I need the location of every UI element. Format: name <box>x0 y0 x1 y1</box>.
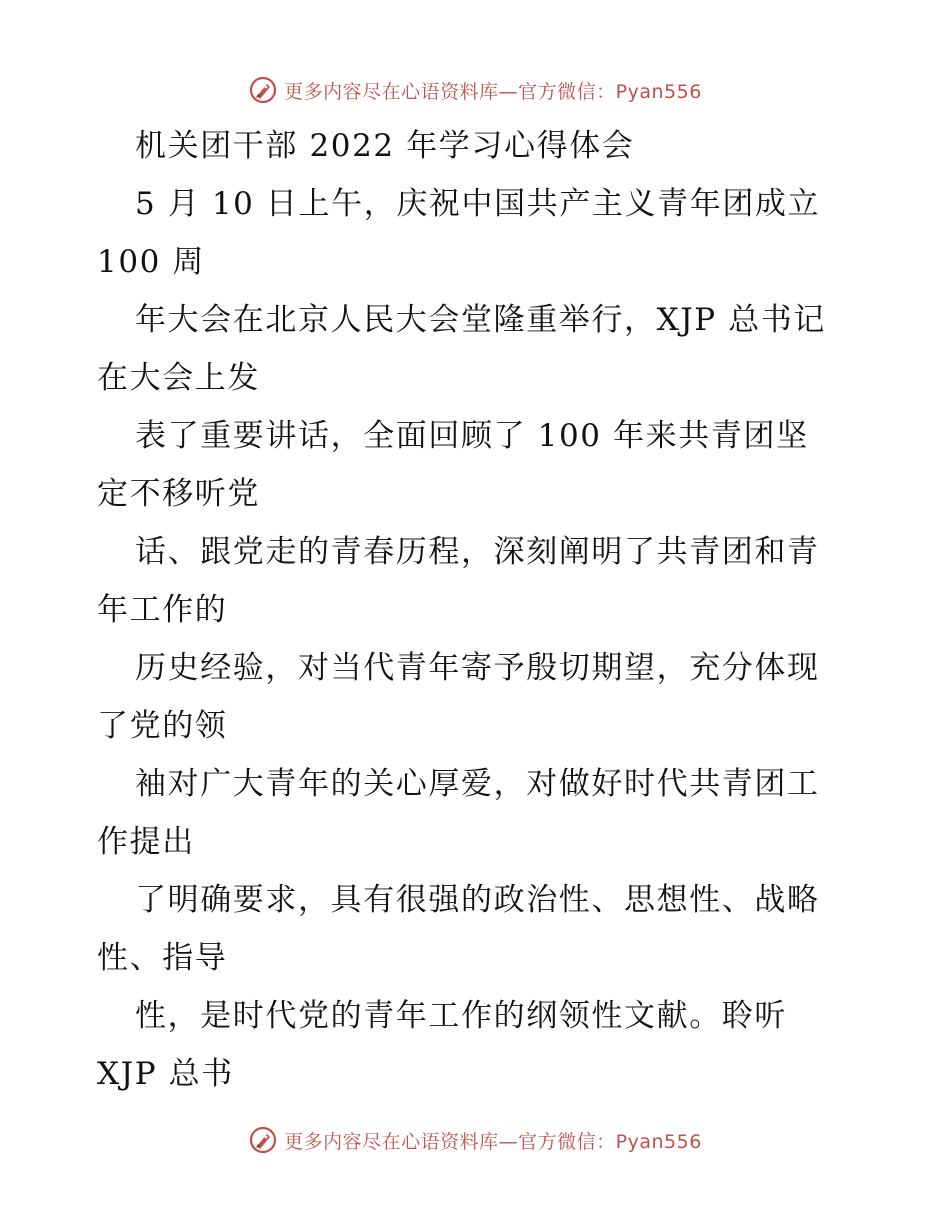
watermark-text: 更多内容尽在心语资料库—官方微信：Pyan556 <box>284 80 702 103</box>
paragraph-line: 100 周 <box>97 244 206 280</box>
paragraph-line: 定不移听党 <box>97 476 260 512</box>
paragraph-line: 在大会上发 <box>97 360 260 396</box>
header-watermark <box>248 75 702 105</box>
paragraph-line: 年工作的 <box>97 592 228 628</box>
paragraph-line: 历史经验，对当代青年寄予殷切期望，充分体现 <box>135 650 820 686</box>
paragraph-line: 表了重要讲话，全面回顾了 100 年来共青团坚 <box>135 418 809 454</box>
paragraph-line: 年大会在北京人民大会堂隆重举行，XJP 总书记 <box>135 302 827 338</box>
watermark-text: 更多内容尽在心语资料库—官方微信：Pyan556 <box>284 1130 702 1153</box>
paragraph-line: 了党的领 <box>97 708 228 744</box>
paragraph-line: 了明确要求，具有很强的政治性、思想性、战略 <box>135 882 820 918</box>
paragraph-line: 性、指导 <box>97 940 228 976</box>
paragraph-line: 作提出 <box>97 824 195 860</box>
paragraph-line: 5 月 10 日上午，庆祝中国共产主义青年团成立 <box>135 186 821 222</box>
header-watermark-banner <box>0 70 950 110</box>
pen-nib-logo-icon <box>248 75 278 105</box>
paragraph-line: 性，是时代党的青年工作的纲领性文献。聆听 <box>135 998 787 1034</box>
footer-watermark <box>248 1125 702 1155</box>
paragraph-line: 袖对广大青年的关心厚爱，对做好时代共青团工 <box>135 766 820 802</box>
paragraph-line: XJP 总书 <box>97 1056 234 1092</box>
pen-nib-logo-icon <box>248 1125 278 1155</box>
footer-watermark-banner <box>0 1120 950 1160</box>
document-body <box>97 117 857 1103</box>
paragraph-line: 话、跟党走的青春历程，深刻阐明了共青团和青 <box>135 534 820 570</box>
document-title: 机关团干部 2022 年学习心得体会 <box>135 128 635 164</box>
